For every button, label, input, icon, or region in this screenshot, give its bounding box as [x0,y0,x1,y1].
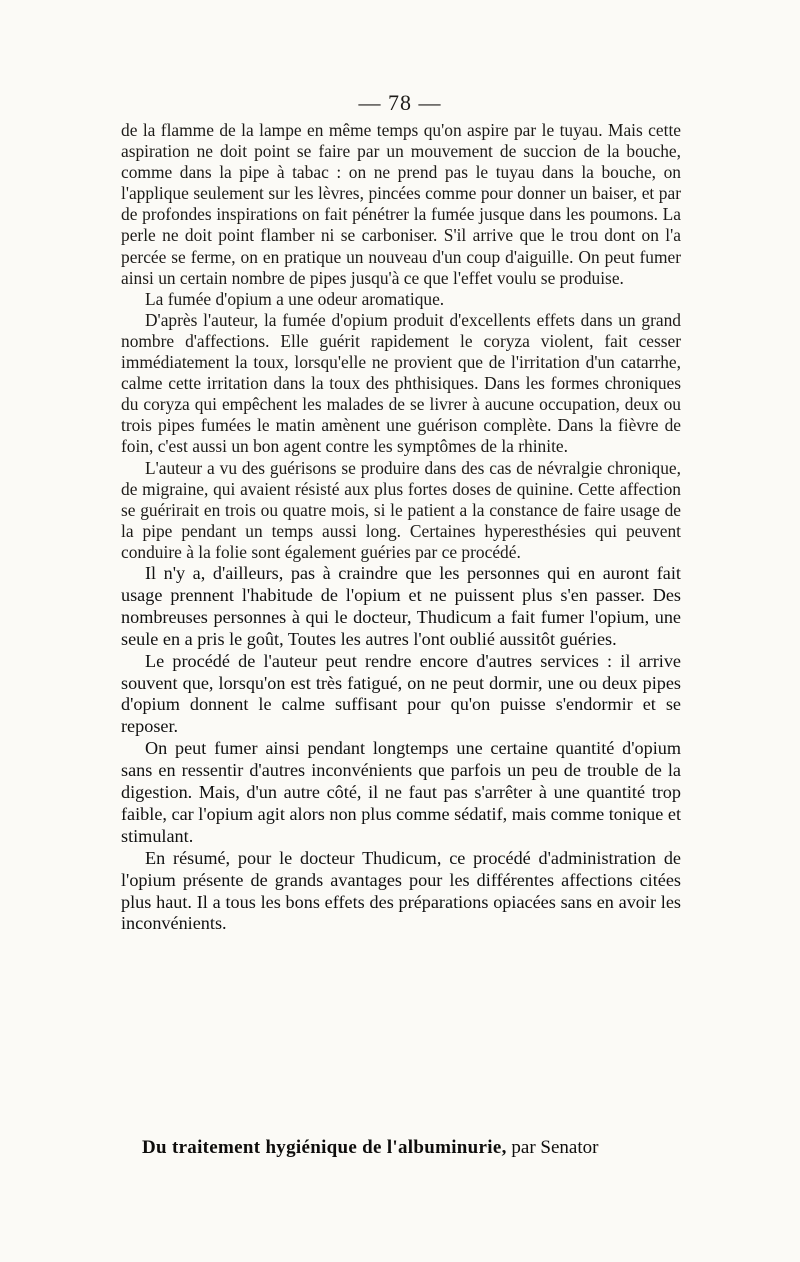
paragraph-effects: D'après l'auteur, la fumée d'opium produit d'excellents effets dans un grand nombre d'affections. Elle guérit rapidement le coryza violent, fait cesser immédiatement la toux, lorsqu'elle ne provient que de l'irritation d'un catarrhe, calme cette irritation dans la toux des phthisiques. Dans les formes chroniques du coryza qui empêchent les malades de se livrer à aucune occupation, deux ou trois pipes fumées le matin amènent une guérison complète. Dans la fièvre de foin, c'est aussi un bon agent contre les symptômes de la rhinite. [121,309,681,457]
page-number: — 78 — [358,90,442,115]
body-text [121,120,681,935]
paragraph-sleep: Le procédé de l'auteur peut rendre encore d'autres services : il arrive souvent que, lorsqu'on est très fatigué, on ne peut dormir, une ou deux pipes d'opium donnent le calme suffisant pour qu'on puisse s'endormir et se reposer. [121,650,681,737]
paragraph-neuralgia: L'auteur a vu des guérisons se produire dans des cas de névralgie chronique, de migraine, qui avaient résisté aux plus fortes doses de quinine. Cette affection se guérirait en trois ou quatre mois, si le patient a la constance de faire usage de la pipe pendant un temps aussi long. Certaines hyperesthésies qui peuvent conduire à la folie sont également guéries par ce procédé. [121,457,681,562]
paragraph-habit: Il n'y a, d'ailleurs, pas à craindre que les personnes qui en auront fait usage prennent l'habitude de l'opium et ne puissent plus s'en passer. Des nombreuses personnes à qui le docteur, Thudicum a fait fumer l'opium, une seule en a pris le goût, Toutes les autres l'ont oublié aussitôt guéries. [121,562,681,649]
section-heading [142,1136,682,1160]
section-title: Du traitement hygiénique de l'albuminurie, [142,1137,507,1158]
section-author: par Senator [511,1137,599,1158]
paragraph-quantity: On peut fumer ainsi pendant longtemps une certaine quantité d'opium sans en ressentir d'autres inconvénients que parfois un peu de trouble de la digestion. Mais, d'un autre côté, il ne faut pas s'arrêter à une quantité trop faible, car l'opium agit alors non plus comme sédatif, mais comme tonique et stimulant. [121,738,681,846]
paragraph-continuation: de la flamme de la lampe en même temps qu'on aspire par le tuyau. Mais cette aspiration ne doit point se faire par un mouvement de succion de la bouche, comme dans la pipe à tabac : on ne prend pas le tuyau dans la bouche, on l'applique seulement sur les lèvres, pincées comme pour donner un baiser, et par de profondes inspirations on fait pénétrer la fumée jusque dans les poumons. La perle ne doit point flamber ni se carboniser. S'il arrive que le trou dont on l'a percée se ferme, on en pratique un nouveau d'un coup d'aiguille. On peut fumer ainsi un certain nombre de pipes jusqu'à ce que l'effet voulu se produise. [121,120,681,288]
paragraph-odor: La fumée d'opium a une odeur aromatique. [145,288,445,309]
paragraph-summary: En résumé, pour le docteur Thudicum, ce procédé d'administration de l'opium présente de grands avantages pour les différentes affections citées plus haut. Il a tous les bons effets des préparations opiacées sans en avoir les inconvénients. [121,847,681,934]
